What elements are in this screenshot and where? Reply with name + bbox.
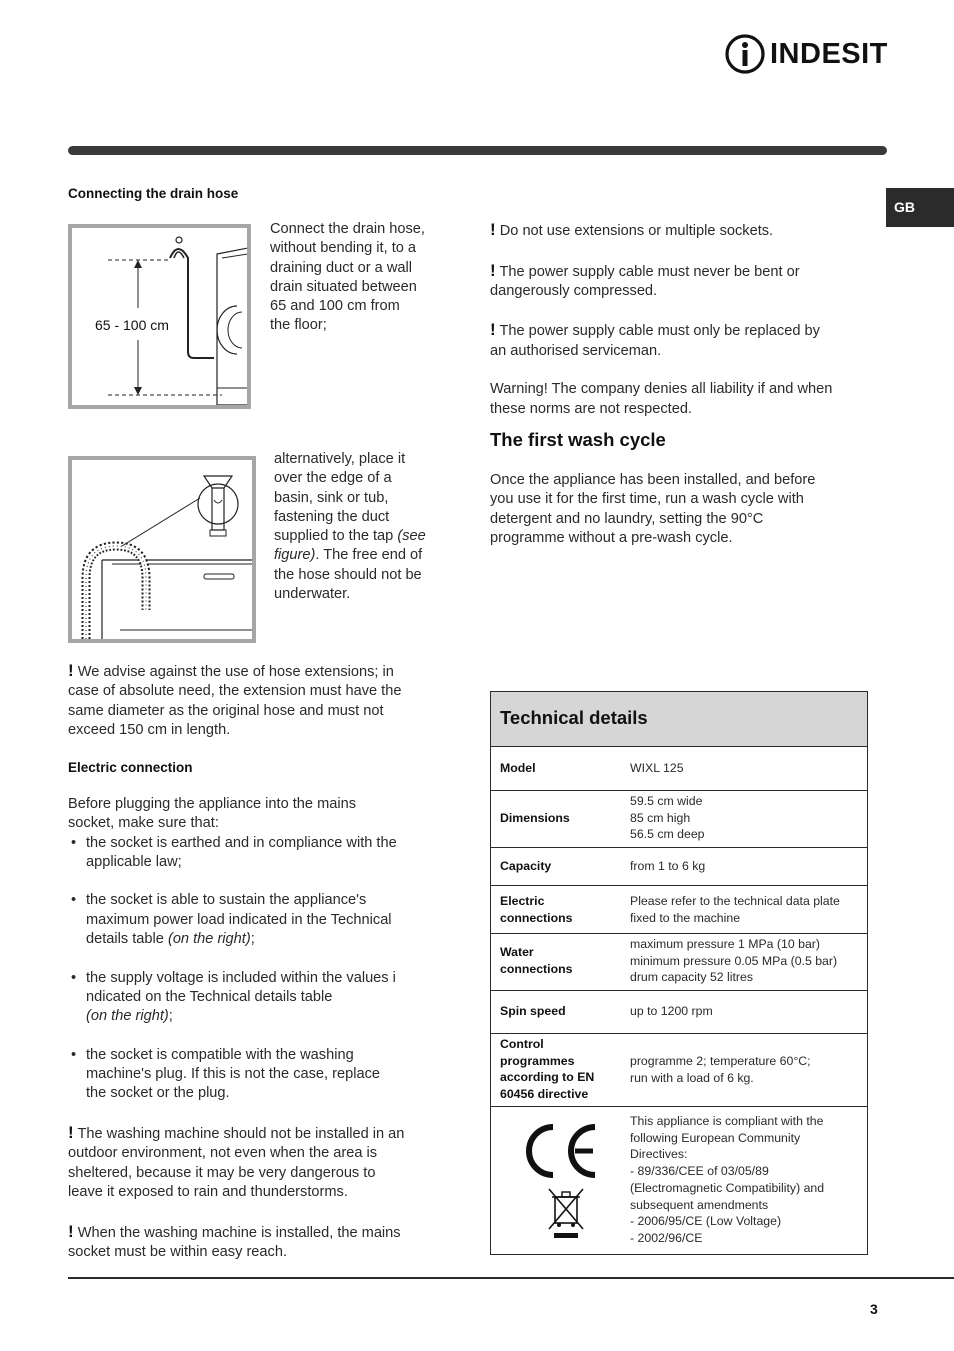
text-line: applicable law; [86, 853, 182, 870]
text-line: leave it exposed to rain and thunderstorms. [68, 1183, 348, 1200]
row-label [500, 810, 570, 827]
text-run: ; [250, 931, 255, 948]
height-range-label: 65 - 100 cm [95, 317, 169, 333]
text-line: socket must be within easy reach. [68, 1243, 288, 1260]
text-line [86, 1007, 448, 1026]
label-line: Control [500, 1037, 544, 1051]
warning-icon: ! [490, 260, 496, 280]
text-line: the floor; [270, 317, 327, 334]
hose-extension-warning [68, 661, 448, 740]
bullet-supply-voltage [68, 969, 448, 1027]
row-label [500, 760, 536, 777]
row-value [630, 1003, 713, 1020]
value-line: subsequent amendments [630, 1197, 769, 1212]
first-wash-heading: The first wash cycle [490, 429, 666, 450]
row-label [500, 1036, 594, 1103]
value-line: WIXL 125 [630, 761, 684, 775]
label-line: 60456 directive [500, 1087, 589, 1102]
italic-run: figure) [274, 547, 316, 564]
text-line: without bending it, to a [270, 240, 417, 257]
italic-run: (on the right) [86, 1008, 169, 1025]
italic-run: (on the right) [167, 931, 251, 948]
text-line: Warning! The company denies all liability if and when [490, 381, 833, 398]
value-line: programme 2; temperature 60°C; [630, 1054, 811, 1068]
label-line: connections [500, 961, 573, 976]
value-line: run with a load of 6 kg. [630, 1070, 754, 1085]
value-line: This appliance is compliant with the [630, 1114, 824, 1128]
value-line: following European Community [630, 1130, 801, 1145]
value-line: 56.5 cm deep [630, 827, 705, 842]
table-row [491, 1034, 867, 1107]
table-row [491, 991, 867, 1034]
warning-icon: ! [68, 1123, 74, 1143]
table-row [491, 886, 867, 934]
ce-mark-icon [529, 1127, 595, 1175]
bullet-earthed [68, 834, 448, 873]
header-rule [68, 146, 887, 155]
indesit-logo-mark-icon [724, 33, 766, 75]
table-row [491, 848, 867, 886]
text-line: • the socket is compatible with the washing [86, 1046, 354, 1063]
technical-details-header [491, 692, 867, 747]
table-row [491, 748, 867, 791]
text-line: basin, sink or tub, [274, 489, 389, 506]
text-line: underwater. [274, 586, 351, 603]
text-line [68, 661, 448, 682]
value-line: from 1 to 6 kg [630, 859, 706, 873]
row-value [630, 936, 837, 986]
drain-wall-text [270, 220, 445, 336]
value-line: minimum pressure 0.05 MPa (0.5 bar) [630, 953, 838, 968]
value-line: drum capacity 52 litres [630, 970, 754, 985]
brand-name: INDESIT [770, 38, 888, 70]
text-line: exceed 150 cm in length. [68, 721, 231, 738]
label-line: connections [500, 910, 573, 925]
text-line: you use it for the first time, run a wash cycle with [490, 491, 804, 508]
row-value [630, 760, 684, 777]
technical-details-table [490, 691, 868, 1255]
row-label [500, 893, 572, 926]
text-line: Connect the drain hose, [270, 221, 425, 237]
text-line: 65 and 100 cm from [270, 298, 400, 315]
row-label [500, 1003, 566, 1020]
text-line: draining duct or a wall [270, 259, 412, 276]
text-line: same diameter as the original hose and must not [68, 702, 384, 719]
label-line: programmes [500, 1053, 575, 1068]
row-label [500, 944, 572, 977]
label-line: Electric [500, 894, 545, 908]
text-line: these norms are not respected. [490, 400, 692, 417]
text-line [68, 1123, 448, 1144]
text-run: ; [168, 1008, 173, 1025]
compliance-text [630, 1113, 824, 1247]
ce-weee-marks [521, 1121, 611, 1241]
bullet-plug-compatible [68, 1046, 448, 1104]
text-run: The power supply cable must never be bent or [499, 263, 800, 280]
value-line: (Electromagnetic Compatibility) and [630, 1180, 825, 1195]
label-line: Capacity [500, 859, 552, 873]
text-line: Once the appliance has been installed, and before [490, 472, 816, 488]
electric-connection-body [68, 795, 448, 1262]
value-line: 59.5 cm wide [630, 794, 703, 808]
text-line: machine's plug. If this is not the case, replace [86, 1066, 381, 1083]
text-line [490, 220, 870, 241]
italic-run: (see [397, 528, 426, 545]
text-line [490, 261, 870, 282]
text-run: The power supply cable must only be replaced by [499, 323, 820, 340]
row-label [500, 858, 551, 875]
text-line: maximum power load indicated in the Technical [86, 911, 392, 928]
text-line: sheltered, because it may be very dangerous to [68, 1164, 376, 1181]
text-line: fastening the duct [274, 508, 390, 525]
label-line: Water [500, 945, 534, 959]
text-line: the hose should not be [274, 566, 422, 583]
value-line: 85 cm high [630, 810, 691, 825]
technical-details-title: Technical details [500, 707, 648, 728]
indesit-logo [724, 33, 889, 75]
value-line: - 89/336/CEE of 03/05/89 [630, 1164, 769, 1179]
text-line [274, 527, 449, 546]
text-line: ndicated on the Technical details table [86, 988, 333, 1005]
first-wash-text [490, 471, 870, 548]
text-line: case of absolute need, the extension must have the [68, 683, 402, 700]
label-line: according to EN [500, 1070, 595, 1085]
value-line: up to 1200 rpm [630, 1004, 713, 1018]
text-line [490, 320, 870, 341]
warning-icon: ! [490, 220, 496, 239]
value-line: Directives: [630, 1147, 688, 1162]
text-line: drain situated between [270, 278, 417, 295]
drain-height-figure [68, 224, 251, 409]
text-line: alternatively, place it [274, 451, 406, 467]
text-line: an authorised serviceman. [490, 342, 662, 359]
text-line: Before plugging the appliance into the mains [68, 796, 357, 812]
table-row [491, 1107, 867, 1254]
text-run: Do not use extensions or multiple sockets. [499, 223, 774, 239]
text-line: over the edge of a [274, 470, 392, 487]
drain-hose-heading: Connecting the drain hose [68, 186, 239, 201]
text-run: details table [86, 931, 168, 948]
row-value [630, 858, 705, 875]
text-line: • the supply voltage is included within the values i [86, 969, 396, 986]
text-line: programme without a pre-wash cycle. [490, 529, 733, 546]
drain-basin-text [274, 450, 449, 604]
text-line: outdoor environment, not even when the area is [68, 1145, 378, 1162]
hose-over-basin-illustration [72, 460, 252, 639]
text-line: socket, make sure that: [68, 815, 219, 832]
row-value [630, 1053, 811, 1086]
text-line: the socket or the plug. [86, 1085, 230, 1102]
row-value [630, 793, 705, 843]
text-run: When the washing machine is installed, the mains [77, 1224, 401, 1241]
label-line: Model [500, 761, 536, 775]
text-line: dangerously compressed. [490, 282, 658, 299]
text-run: We advise against the use of hose extensions; in [77, 664, 394, 680]
warning-icon: ! [490, 320, 496, 340]
value-line: maximum pressure 1 MPa (10 bar) [630, 937, 820, 951]
language-tab[interactable]: GB [886, 188, 954, 227]
footer-rule [68, 1277, 954, 1279]
table-row [491, 934, 867, 991]
value-line: - 2006/95/CE (Low Voltage) [630, 1214, 782, 1229]
text-line: • the socket is earthed and in compliance with the [86, 834, 397, 851]
warning-icon: ! [68, 1221, 74, 1241]
table-row [491, 791, 867, 848]
page-number: 3 [870, 1301, 878, 1317]
electric-connection-heading: Electric connection [68, 760, 193, 775]
value-line: fixed to the machine [630, 910, 741, 925]
text-line [274, 546, 449, 565]
text-line [86, 930, 448, 949]
text-run: . The free end of [315, 547, 423, 564]
text-run: The washing machine should not be installed in an [77, 1126, 405, 1143]
drain-basin-figure [68, 456, 256, 643]
bullet-power-load [68, 891, 448, 949]
text-line: • the socket is able to sustain the appliance's [86, 892, 367, 909]
text-run: supplied to the tap [274, 528, 398, 545]
value-line: Please refer to the technical data plate [630, 894, 840, 908]
warning-icon: ! [68, 661, 74, 680]
label-line: Dimensions [500, 811, 570, 825]
label-line: Spin speed [500, 1004, 566, 1018]
value-line: - 2002/96/CE [630, 1230, 703, 1245]
text-line [68, 1222, 448, 1243]
row-value [630, 893, 840, 926]
power-cable-notes [490, 220, 870, 419]
crossed-bin-icon [549, 1189, 583, 1238]
text-line: detergent and no laundry, setting the 90°C [490, 510, 764, 527]
